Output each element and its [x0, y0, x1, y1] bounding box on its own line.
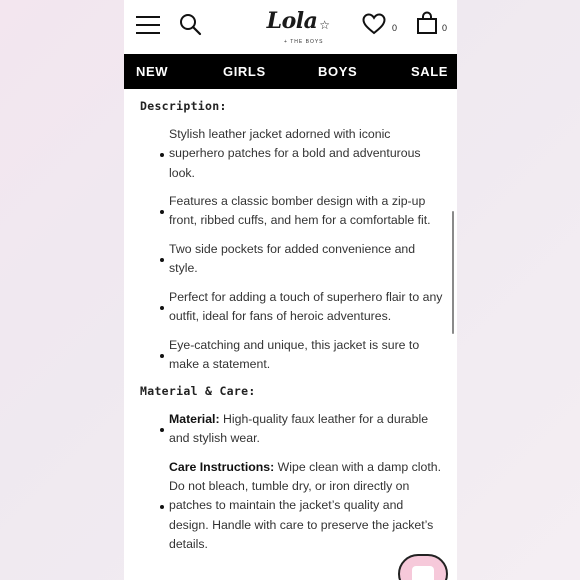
chat-icon-inner	[412, 566, 434, 580]
search-icon[interactable]	[178, 12, 202, 36]
description-bullet	[140, 192, 445, 231]
chat-icon[interactable]	[398, 554, 448, 580]
hamburger-icon[interactable]	[136, 16, 160, 34]
product-details	[124, 89, 457, 580]
bullet-dot	[160, 210, 164, 214]
logo-wordmark: Lola	[266, 8, 318, 34]
brand-logo[interactable]	[252, 6, 332, 48]
care-label: Care Instructions:	[169, 459, 275, 474]
care-bullet	[140, 458, 445, 554]
scrollbar-thumb[interactable]	[452, 211, 454, 334]
material-care-list	[140, 410, 445, 554]
description-heading: Description:	[140, 99, 227, 113]
nav-item-new[interactable]: NEW	[136, 64, 169, 79]
bullet-dot	[160, 428, 164, 432]
bullet-dot	[160, 306, 164, 310]
bullet-text: Eye-catching and unique, this jacket is sure to make a statement.	[169, 337, 420, 372]
description-bullet	[140, 240, 445, 279]
header-bar	[124, 0, 457, 54]
nav-item-sale[interactable]: SALE	[411, 64, 449, 79]
bullet-dot	[160, 505, 164, 509]
bullet-dot	[160, 153, 164, 157]
star-icon: ☆	[319, 18, 330, 32]
phone-screen	[124, 0, 457, 580]
description-bullet	[140, 288, 445, 327]
description-bullet	[140, 336, 445, 375]
description-bullet	[140, 125, 445, 183]
bullet-dot	[160, 354, 164, 358]
heart-icon[interactable]	[362, 13, 386, 35]
bullet-dot	[160, 258, 164, 262]
material-text: High-quality faux leather for a durable and stylish wear.	[169, 411, 429, 446]
nav-item-girls[interactable]: GIRLS	[223, 64, 266, 79]
nav-item-boys[interactable]: BOYS	[318, 64, 358, 79]
bullet-text: Perfect for adding a touch of superhero flair to any outfit, ideal for fans of heroic adventures.	[169, 289, 443, 324]
logo-subtitle: + THE BOYS	[284, 39, 324, 45]
shopping-bag-icon[interactable]	[416, 11, 438, 35]
main-nav	[124, 54, 457, 89]
material-care-heading: Material & Care:	[140, 383, 256, 398]
bullet-text: Two side pockets for added convenience and style.	[169, 242, 416, 276]
description-list	[140, 125, 445, 374]
wishlist-count: 0	[392, 23, 398, 33]
material-label: Material:	[169, 411, 220, 426]
care-text: Wipe clean with a damp cloth. Do not bleach, tumble dry, or iron directly on patches to maintain the jacket’s quality and design. Handle with care to preserve the jacket’s details.	[169, 459, 442, 551]
bullet-text: Features a classic bomber design with a zip-up front, ribbed cuffs, and hem for a comfortable fit.	[169, 194, 431, 228]
material-bullet	[140, 410, 445, 449]
bullet-text: Stylish leather jacket adorned with iconic superhero patches for a bold and adventurous look.	[169, 127, 421, 180]
cart-count: 0	[442, 23, 448, 33]
